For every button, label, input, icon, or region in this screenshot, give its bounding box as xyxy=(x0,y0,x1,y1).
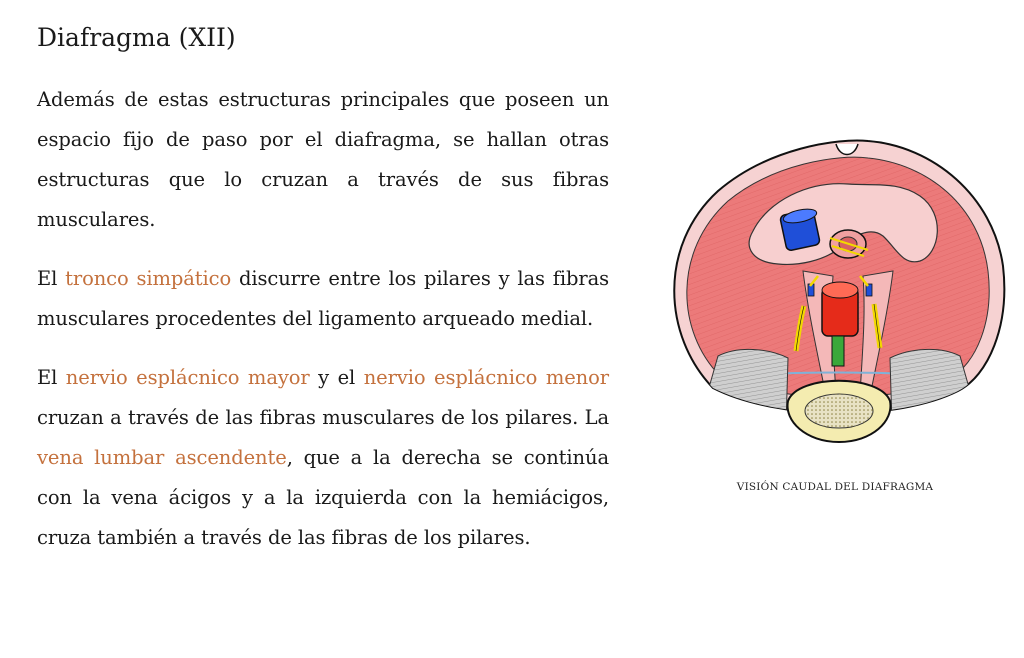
paragraph-2 xyxy=(37,259,609,339)
p3-text-mid2: cruzan a través de las fibras musculares de los pilares. La xyxy=(37,406,609,429)
paragraph-3 xyxy=(37,358,609,558)
link-vena-lumbar-ascendente[interactable]: vena lumbar ascendente xyxy=(37,446,287,469)
thoracic-duct-icon xyxy=(832,336,844,366)
article-body xyxy=(37,80,609,577)
page-title: Diafragma (XII) xyxy=(37,23,236,52)
p3-text-mid1: y el xyxy=(309,366,364,389)
paragraph-1: Además de estas estructuras principales que poseen un espacio fijo de paso por el diafragma, se hallan otras estructuras que lo cruzan a través de sus fibras musculares. xyxy=(37,88,609,231)
link-nervio-esplacnico-mayor[interactable]: nervio esplácnico mayor xyxy=(65,366,310,389)
p2-text-post: discurre entre los pilares y las fibras musculares procedentes del ligamento arqueado medial. xyxy=(37,267,610,330)
figure-caption: VISIÓN CAUDAL DEL DIAFRAGMA xyxy=(736,481,934,493)
aorta-icon xyxy=(822,282,858,336)
p3-text-post: , que a la derecha se continúa con la vena ácigos y a la izquierda con la hemiácigos, cruza también a través de las fibras de los pilares. xyxy=(37,446,609,549)
vertebra-icon xyxy=(788,381,891,442)
link-nervio-esplacnico-menor[interactable]: nervio esplácnico menor xyxy=(363,366,609,389)
diaphragm-illustration xyxy=(658,136,1010,458)
link-tronco-simpatico[interactable]: tronco simpático xyxy=(65,267,232,290)
p2-text-pre: El xyxy=(37,267,66,290)
p3-text-pre: El xyxy=(37,366,66,389)
